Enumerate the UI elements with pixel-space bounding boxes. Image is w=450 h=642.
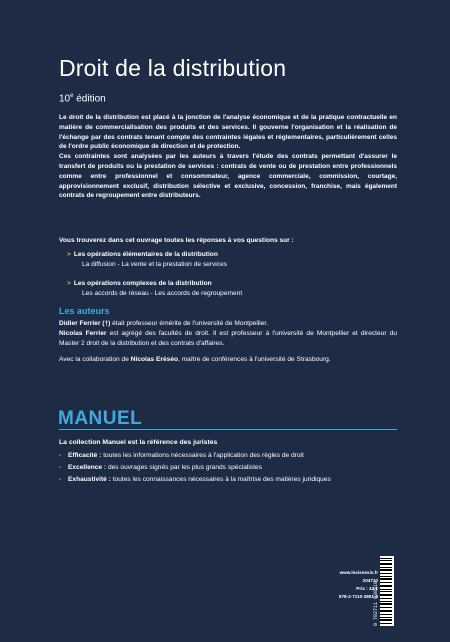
collection-item: - Excellence : des ouvrages signés par les plus grands spécialistes (59, 464, 262, 471)
bullet-sub: Les accords de réseau - Les accords de regroupement (82, 290, 243, 297)
publisher-info (300, 569, 378, 601)
bullet-item (67, 279, 397, 299)
book-title: Droit de la distribution (59, 55, 287, 81)
product-code: 204710 (362, 578, 378, 583)
authors-text (59, 319, 397, 349)
barcode-digits: 9 782711 038510 (373, 580, 379, 626)
arrow-icon: > (67, 280, 71, 287)
isbn-label: 978-2-7110-3851-0 (338, 594, 378, 599)
publisher-website: www.lexisnexis.fr (339, 570, 378, 575)
edition-label: 10e édition (59, 93, 106, 105)
authors-heading: Les auteurs (59, 306, 110, 316)
intro-text (59, 113, 397, 201)
intro-paragraph-2: Ces contraintes sont analysées par les auteurs à travers l'étude des contrats permettant d'assurer le transfert de produits ou la prestation de services : contrats de vente ou de prestation entre professionnels comme entre professionnel et consommateur, agence commerciale, commission, courtage, approvisionnement exclusif, distribution sélective et exclusive, concession, franchise, mais également contrats de regroupement entre distributeurs. (59, 153, 397, 200)
collection-item: - Exhaustivité : toutes les connaissances nécessaires à la maîtrise des matières juridiques (59, 476, 331, 483)
bullet-sub: La diffusion - La vente et la prestation de services (82, 261, 228, 268)
collection-list (59, 451, 389, 487)
barcode-icon (380, 556, 394, 626)
price-label: Prix : 42 € (356, 586, 378, 591)
collection-intro: La collection Manuel est la référence des juristes (59, 439, 218, 446)
collection-logo: MANUEL (58, 408, 143, 429)
bullet-heading: Les opérations élémentaires de la distribution (73, 251, 218, 258)
bullet-heading: Les opérations complexes de la distribution (73, 280, 212, 287)
questions-line: Vous trouverez dans cet ouvrage toutes les réponses à vos questions sur : (59, 237, 294, 244)
intro-paragraph-1: Le droit de la distribution est placé à la jonction de l'analyse économique et de la pratique contractuelle en matière de commercialisation des produits et des services. Il gouverne l'organisation et la réalisation de l'échange par des contrats tenant compte des contraintes légales et réglementaires, particulièrement celles de l'ordre public économique de direction et de protection. (59, 114, 397, 151)
collaboration-text: Avec la collaboration de Nicolas Eréséo, maître de conférences à l'université de Strasbourg. (59, 356, 331, 363)
barcode (380, 556, 394, 626)
collection-divider (59, 429, 397, 430)
bullet-item (67, 250, 397, 270)
arrow-icon: > (67, 251, 71, 258)
collection-item: - Efficacité : toutes les informations nécessaires à l'application des règles de droit (59, 452, 304, 459)
author-1: Didier Ferrier (†) était professeur émérite de l'université de Montpellier. (59, 320, 269, 327)
author-2: Nicolas Ferrier est agrégé des facultés de droit. Il est professeur à l'université de Montpellier et directeur du Master 2 droit de la distribution et des contrats d'affaires. (59, 330, 397, 347)
